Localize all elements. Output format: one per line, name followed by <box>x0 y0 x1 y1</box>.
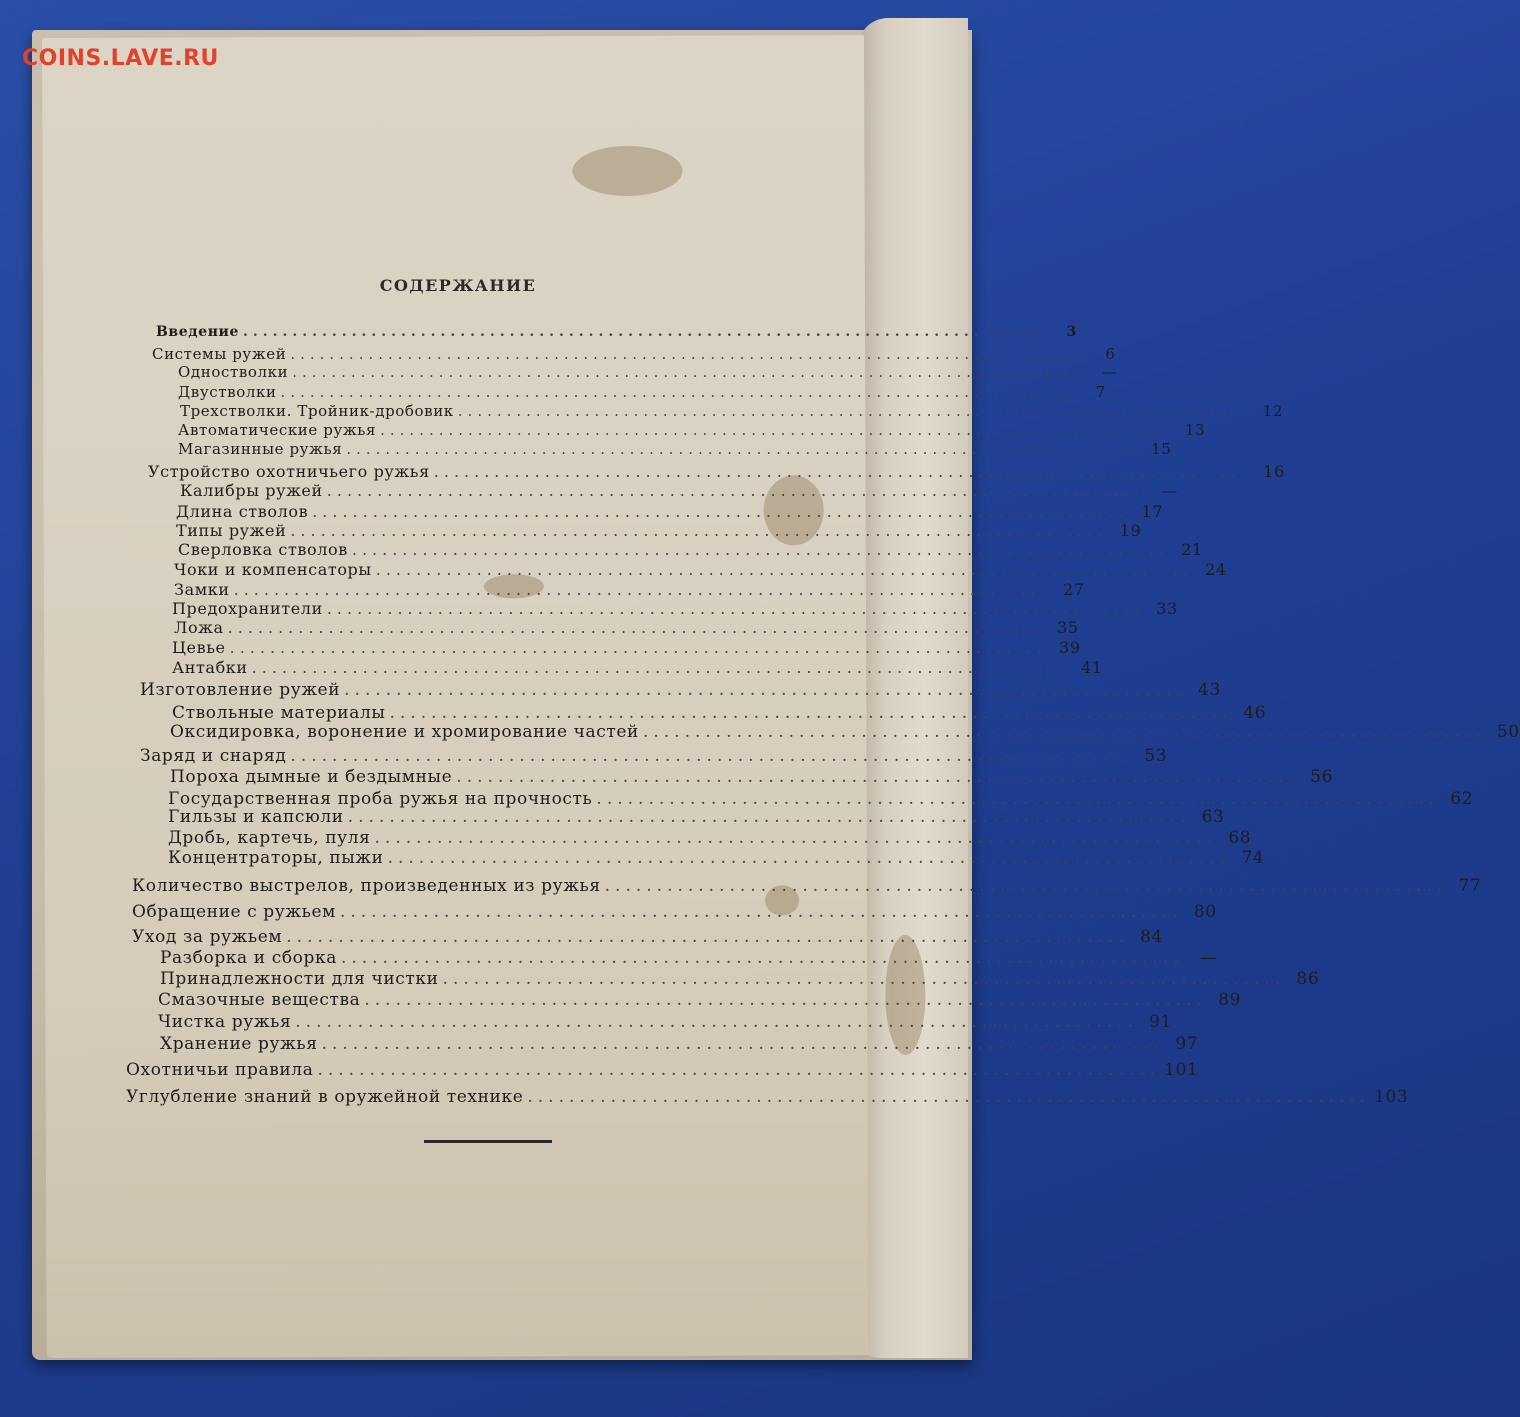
toc-entry <box>132 927 1163 947</box>
toc-entry-label: Пороха дымные и бездымные <box>170 767 453 787</box>
toc-entry-page: 15 <box>1151 440 1172 458</box>
leader-dots: ................................................................................. <box>321 1034 1165 1054</box>
toc-heading: СОДЕРЖАНИЕ <box>379 276 537 295</box>
leader-dots: ................................................................................. <box>442 969 1286 989</box>
toc-entry-label: Изготовление ружей <box>140 680 341 700</box>
toc-entry <box>168 828 1252 848</box>
toc-entry <box>140 746 1168 766</box>
toc-entry-page: 27 <box>1063 580 1085 599</box>
toc-entry-page: — <box>1101 363 1118 381</box>
toc-entry-page: — <box>1200 948 1218 968</box>
toc-entry-page: 7 <box>1095 383 1106 401</box>
leader-dots: ................................................................................. <box>527 1087 1371 1107</box>
leader-dots: ................................................................................. <box>290 345 1082 363</box>
toc-entry <box>172 658 1103 677</box>
toc-entry-label: Типы ружей <box>176 521 287 540</box>
toc-entry <box>172 599 1178 618</box>
leader-dots: ................................................................................. <box>340 948 1184 968</box>
leader-dots: ................................................................................. <box>389 703 1233 723</box>
toc-entry <box>174 618 1079 637</box>
leader-dots: ................................................................................. <box>243 324 1043 340</box>
toc-entry <box>174 580 1085 599</box>
toc-entry-page: 50 <box>1496 722 1520 742</box>
toc-entry <box>158 990 1242 1010</box>
toc-entry-label: Хранение ружья <box>160 1034 318 1054</box>
leader-dots: ................................................................................. <box>457 402 1249 420</box>
toc-entry-page: 39 <box>1059 638 1081 657</box>
toc-entry <box>168 848 1265 868</box>
toc-entry-label: Автоматические ружья <box>178 421 377 439</box>
toc-entry <box>132 876 1482 896</box>
toc-entry-label: Двустволки <box>178 383 277 401</box>
toc-entry-page: 46 <box>1243 703 1267 723</box>
toc-entry-page: 24 <box>1205 560 1227 579</box>
toc-entry-label: Калибры ружей <box>180 481 323 500</box>
leader-dots: ................................................................................. <box>295 1012 1138 1032</box>
toc-entry <box>160 1034 1199 1054</box>
closing-rule <box>424 1140 552 1143</box>
toc-entry-page: 101 <box>1164 1060 1199 1080</box>
toc-entry-label: Одностволки <box>178 363 289 381</box>
toc-entry-page: 80 <box>1193 902 1217 922</box>
toc-entry-page: 33 <box>1156 599 1178 618</box>
toc-entry-page: 74 <box>1241 848 1265 868</box>
toc-entry-label: Магазинные ружья <box>178 440 343 458</box>
leader-dots: ................................................................................. <box>346 440 1138 458</box>
leader-dots: ................................................................................. <box>596 789 1440 809</box>
toc-entry-label: Предохранители <box>172 599 323 618</box>
leader-dots: ................................................................................. <box>251 658 1069 677</box>
toc-entry <box>148 462 1285 481</box>
leader-dots: ................................................................................. <box>387 848 1231 868</box>
toc-entry-label: Гильзы и капсюли <box>168 807 344 827</box>
site-watermark: COINS.LAVE.RU <box>22 46 219 71</box>
toc-entry-page: 62 <box>1450 789 1474 809</box>
toc-entry <box>140 680 1221 700</box>
toc-entry <box>160 969 1320 989</box>
toc-entry <box>180 481 1178 500</box>
toc-entry-page: 43 <box>1198 680 1221 700</box>
leader-dots: ................................................................................. <box>364 990 1208 1010</box>
toc-entry-page: 63 <box>1201 807 1225 827</box>
leader-dots: ................................................................................. <box>344 680 1187 700</box>
leader-dots: ................................................................................. <box>229 638 1047 657</box>
toc-entry <box>168 789 1474 809</box>
leader-dots: ................................................................................. <box>312 502 1130 521</box>
toc-entry <box>152 345 1116 363</box>
toc-entry-label: Оксидировка, воронение и хромирование частей <box>170 722 639 742</box>
toc-entry-page: 91 <box>1149 1012 1172 1032</box>
toc-entry-label: Дробь, картечь, пуля <box>168 828 371 848</box>
leader-dots: ................................................................................. <box>290 746 1134 766</box>
toc-entry-page: 35 <box>1057 618 1079 637</box>
toc-entry <box>158 1012 1172 1032</box>
toc-entry-label: Углубление знаний в оружейной технике <box>126 1087 524 1107</box>
toc-entry-page: 19 <box>1119 521 1142 540</box>
leader-dots: ................................................................................. <box>290 521 1108 540</box>
toc-entry-page: 77 <box>1458 876 1482 896</box>
leader-dots: ................................................................................. <box>233 580 1051 599</box>
toc-entry-page: 68 <box>1228 828 1252 848</box>
toc-entry <box>170 767 1334 787</box>
toc-entry-label: Концентраторы, пыжи <box>168 848 384 868</box>
toc-entry <box>178 383 1106 401</box>
toc-entry-page: 12 <box>1262 402 1283 420</box>
toc-entry-label: Ложа <box>174 618 224 637</box>
leader-dots: ................................................................................. <box>604 876 1448 896</box>
leader-dots: ................................................................................. <box>347 807 1191 827</box>
toc-entry <box>176 521 1142 540</box>
toc-entry <box>178 421 1206 439</box>
leader-dots: ................................................................................. <box>374 828 1218 848</box>
toc-entry-page: 89 <box>1218 990 1242 1010</box>
toc-entry <box>170 722 1520 742</box>
leader-dots: ................................................................................. <box>292 363 1084 381</box>
leader-dots: ................................................................................. <box>280 383 1072 401</box>
toc-entry-page: 86 <box>1296 969 1320 989</box>
toc-entry <box>180 402 1283 420</box>
toc-entry-page: 53 <box>1144 746 1168 766</box>
toc-entry <box>174 560 1227 579</box>
leader-dots: ................................................................................. <box>642 722 1486 742</box>
toc-entry-page: 17 <box>1141 502 1164 521</box>
toc-entry-page: 56 <box>1310 767 1334 787</box>
leader-dots: ................................................................................. <box>375 560 1193 579</box>
leader-dots: ................................................................................. <box>326 481 1144 500</box>
toc-entry-label: Длина стволов <box>176 502 309 521</box>
toc-entry-page: 13 <box>1185 421 1206 439</box>
toc-entry <box>178 363 1118 381</box>
toc-entry-label: Устройство охотничьего ружья <box>148 462 430 481</box>
toc-entry-label: Системы ружей <box>152 345 287 363</box>
toc-entry-label: Количество выстрелов, произведенных из ружья <box>132 876 601 896</box>
toc-entry-page: 41 <box>1081 658 1103 677</box>
toc-entry-label: Смазочные вещества <box>158 990 361 1010</box>
toc-entry-page: 103 <box>1374 1087 1409 1107</box>
toc-entry <box>178 540 1203 559</box>
toc-entry-label: Трехстволки. Тройник-дробовик <box>180 402 454 420</box>
leader-dots: ................................................................................. <box>317 1060 1161 1080</box>
leader-dots: ................................................................................. <box>286 927 1129 947</box>
toc-entry <box>132 902 1217 922</box>
leader-dots: ................................................................................. <box>380 421 1172 439</box>
toc-entry-page: — <box>1161 481 1178 500</box>
toc-entry-label: Охотничьи правила <box>126 1060 314 1080</box>
toc-entry-label: Введение <box>156 324 240 340</box>
toc-entry-page: 6 <box>1105 345 1116 363</box>
toc-entry-label: Цевье <box>172 638 226 657</box>
leader-dots: ................................................................................. <box>351 540 1169 559</box>
toc-entry-label: Принадлежности для чистки <box>160 969 439 989</box>
leader-dots: ................................................................................. <box>456 767 1300 787</box>
toc-entry <box>160 948 1218 968</box>
toc-entry-label: Замки <box>174 580 230 599</box>
toc-entry-page: 21 <box>1181 540 1203 559</box>
toc-entry-page: 3 <box>1066 324 1077 340</box>
leader-dots: ................................................................................. <box>433 462 1251 481</box>
toc-entry-label: Антабки <box>172 658 248 677</box>
toc-entry-label: Сверловка стволов <box>178 540 348 559</box>
toc-entry-label: Разборка и сборка <box>160 948 337 968</box>
toc-entry <box>172 703 1267 723</box>
toc-entry <box>126 1087 1409 1107</box>
toc-entry-page: 84 <box>1140 927 1163 947</box>
toc-entry-label: Чистка ружья <box>158 1012 292 1032</box>
toc-entry-label: Государственная проба ружья на прочность <box>168 789 593 809</box>
leader-dots: ................................................................................. <box>339 902 1183 922</box>
toc-entry-page: 97 <box>1175 1034 1199 1054</box>
toc-entry-label: Ствольные материалы <box>172 703 386 723</box>
leader-dots: ................................................................................. <box>326 599 1144 618</box>
toc-entry-label: Чоки и компенсаторы <box>174 560 372 579</box>
toc-entry-label: Уход за ружьем <box>132 927 283 947</box>
toc-entry <box>176 502 1164 521</box>
toc-entry <box>156 324 1077 340</box>
toc-entry <box>168 807 1225 827</box>
toc-entry <box>172 638 1081 657</box>
leader-dots: ................................................................................. <box>227 618 1045 637</box>
toc-entry <box>178 440 1172 458</box>
toc-entry-label: Заряд и снаряд <box>140 746 287 766</box>
toc-entry-page: 16 <box>1263 462 1285 481</box>
toc-entry-label: Обращение с ружьем <box>132 902 336 922</box>
toc-entry <box>126 1060 1199 1080</box>
